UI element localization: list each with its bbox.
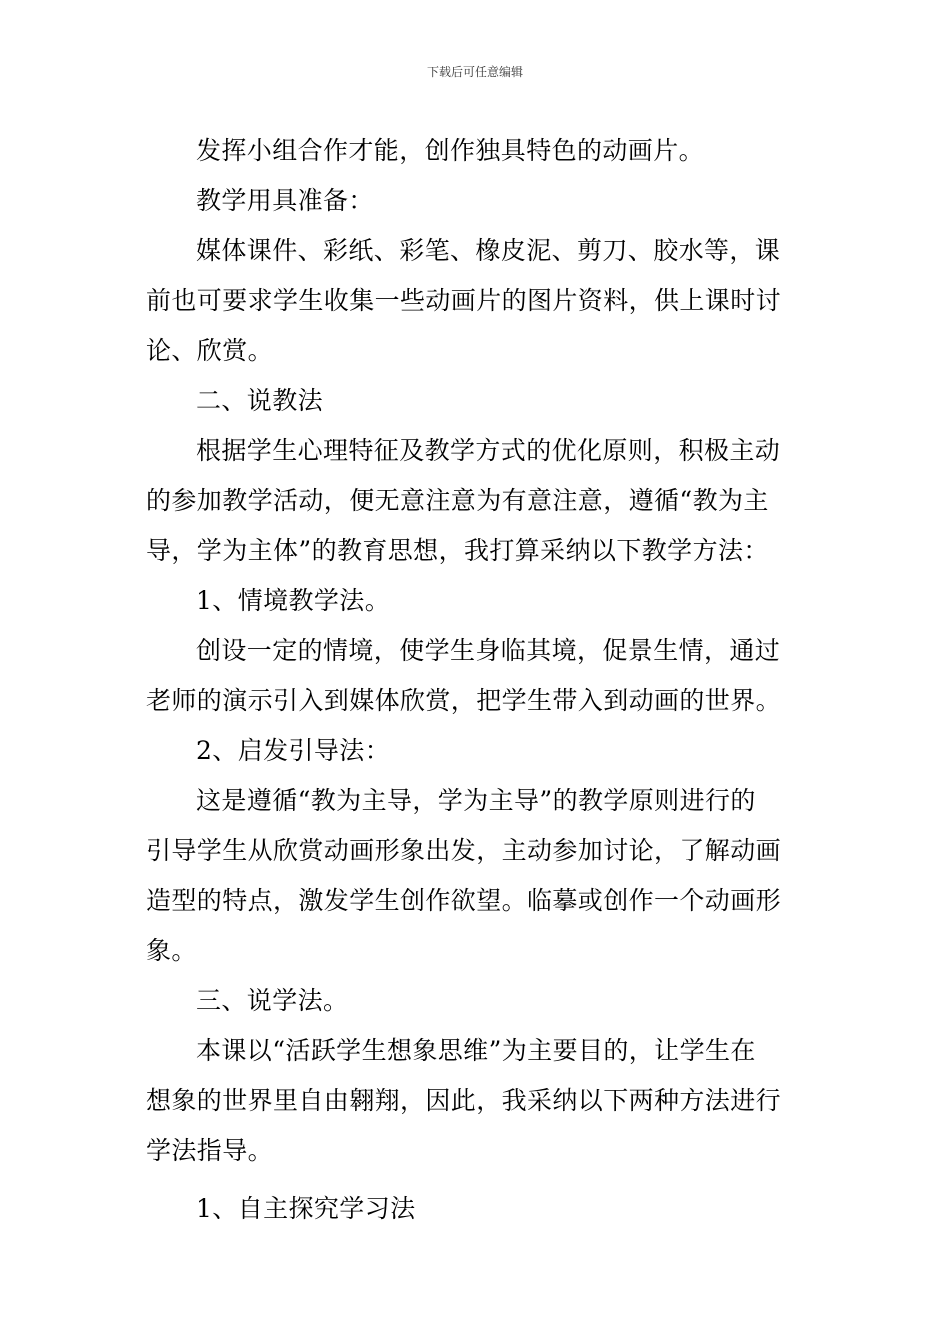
text-line: 造型的特点，激发学生创作欲望。临摹或创作一个动画形 [146, 886, 782, 915]
text-line: 本课以“活跃学生想象思维”为主要目的，让学生在 [196, 1036, 756, 1065]
spacer [146, 1176, 808, 1184]
text-line: 媒体课件、彩纸、彩笔、橡皮泥、剪刀、胶水等，课 [196, 236, 781, 265]
text-line: 创设一定的情境，使学生身临其境，促景生情，通过 [196, 636, 781, 665]
text-line: 根据学生心理特征及教学方式的优化原则，积极主动 [196, 436, 781, 465]
subsection-heading: 2、启发引导法： [196, 736, 391, 765]
text-line: 发挥小组合作才能，创作独具特色的动画片。 [196, 136, 705, 165]
section-heading: 二、说教法 [196, 386, 324, 415]
subsection-heading: 1、自主探究学习法 [196, 1194, 416, 1223]
text-line: 论、欣赏。 [146, 336, 274, 365]
text-line: 引导学生从欣赏动画形象出发，主动参加讨论，了解动画 [146, 836, 782, 865]
text-line: 学法指导。 [146, 1136, 274, 1165]
text-line: 想象的世界里自由翱翔，因此，我采纳以下两种方法进行 [146, 1086, 782, 1115]
text-line: 老师的演示引入到媒体欣赏，把学生带入到动画的世界。 [146, 686, 782, 715]
text-line: 的参加教学活动，便无意注意为有意注意，遵循“教为主 [146, 486, 769, 515]
page-header: 下载后可任意编辑 [426, 65, 523, 79]
subsection-heading: 1、情境教学法。 [196, 586, 391, 615]
text-line: 前也可要求学生收集一些动画片的图片资料，供上课时讨 [146, 286, 782, 315]
text-line: 象。 [146, 936, 197, 965]
section-heading: 三、说学法。 [196, 986, 349, 1015]
document-body [146, 126, 808, 1234]
text-line: 教学用具准备： [196, 186, 374, 215]
text-line: 这是遵循“教为主导，学为主导”的教学原则进行的 [196, 786, 756, 815]
text-line: 导，学为主体”的教育思想，我打算采纳以下教学方法： [146, 536, 769, 565]
